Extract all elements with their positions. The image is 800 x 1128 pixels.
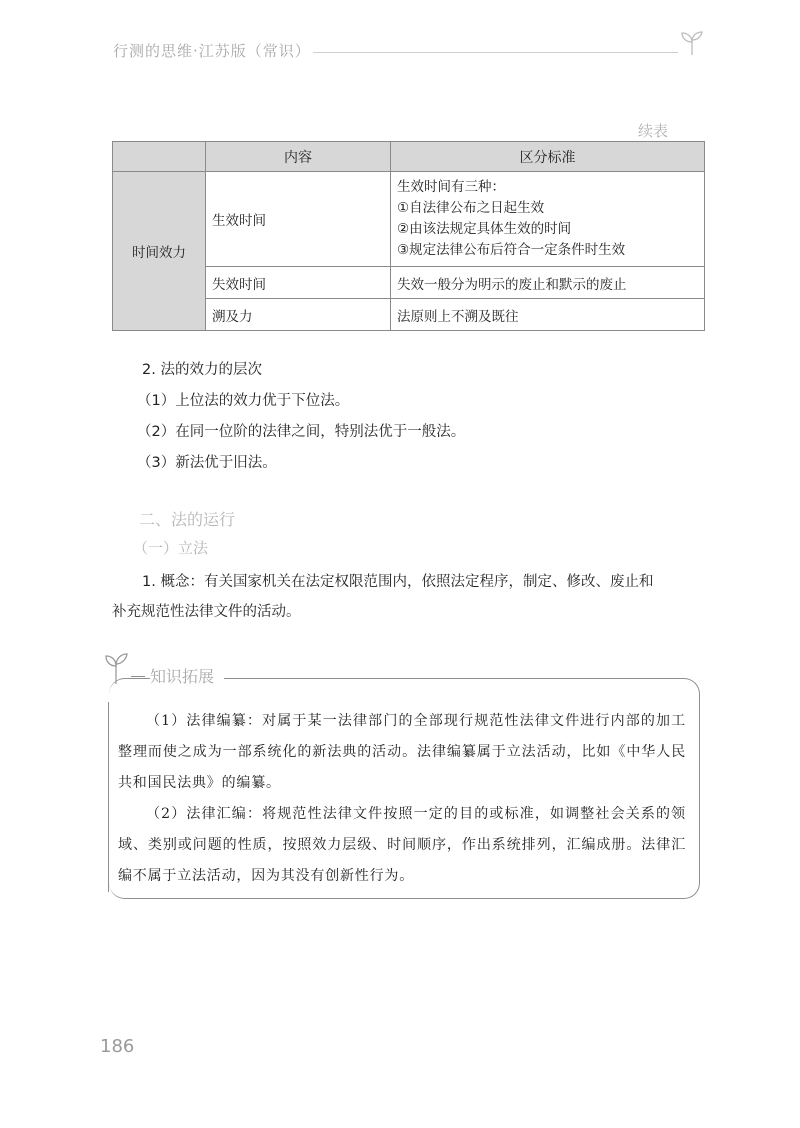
list-item: （1）上位法的效力优于下位法。 xyxy=(137,393,350,409)
section-title: 二、法的运行 xyxy=(139,510,236,529)
box-left-border xyxy=(108,702,109,892)
row-name-cell: 生效时间 xyxy=(206,172,391,267)
list-item: （3）新法优于旧法。 xyxy=(137,455,277,471)
table-header-content: 内容 xyxy=(206,142,391,172)
table-continued-label: 续表 xyxy=(638,122,669,140)
criterion-line: 生效时间有三种： xyxy=(397,179,505,195)
header-rule xyxy=(313,52,678,53)
extension-text xyxy=(118,706,686,892)
extension-title: 知识拓展 xyxy=(150,664,224,687)
row-name-cell: 溯及力 xyxy=(206,299,391,331)
criterion-line: ①自法律公布之日起生效 xyxy=(397,200,545,216)
running-header: 行测的思维·江苏版（常识） xyxy=(113,42,311,60)
sprout-icon xyxy=(678,30,706,56)
page-number: 186 xyxy=(100,1036,135,1057)
subsection-title: （一）立法 xyxy=(133,539,209,557)
table-header-corner xyxy=(113,142,206,172)
concept-paragraph-line: 补充规范性法律文件的活动。 xyxy=(112,604,301,620)
group-label-cell: 时间效力 xyxy=(113,172,206,331)
table-header-criterion: 区分标准 xyxy=(391,142,705,172)
extension-paragraph: （2）法律汇编：将规范性法律文件按照一定的目的或标准，如调整社会关系的领域、类别或问题的性质，按照效力层级、时间顺序，作出系统排列，汇编成册。法律汇编不属于立法活动，因为其没有创新性行为。 xyxy=(118,806,686,884)
table-row xyxy=(113,172,705,267)
row-criterion-cell: 失效一般分为明示的废止和默示的废止 xyxy=(391,267,705,299)
row-criterion-cell: 法原则上不溯及既往 xyxy=(391,299,705,331)
extension-paragraph: （1）法律编纂：对属于某一法律部门的全部现行规范性法律文件进行内部的加工整理而使之成为一部系统化的新法典的活动。法律编纂属于立法活动，比如《中华人民共和国民法典》的编纂。 xyxy=(118,713,686,791)
concept-paragraph-line: 1. 概念：有关国家机关在法定权限范围内，依照法定程序，制定、修改、废止和 xyxy=(142,574,654,590)
table-header-row xyxy=(113,142,705,172)
row-name-cell: 失效时间 xyxy=(206,267,391,299)
row-criterion-cell xyxy=(391,172,705,267)
title-dash xyxy=(131,676,145,677)
criterion-line: ③规定法律公布后符合一定条件时生效 xyxy=(397,242,626,258)
list-item: （2）在同一位阶的法律之间，特别法优于一般法。 xyxy=(137,424,466,440)
heading-validity-levels: 2. 法的效力的层次 xyxy=(142,362,262,378)
validity-table xyxy=(112,141,705,331)
criterion-line: ②由该法规定具体生效的时间 xyxy=(397,221,572,237)
